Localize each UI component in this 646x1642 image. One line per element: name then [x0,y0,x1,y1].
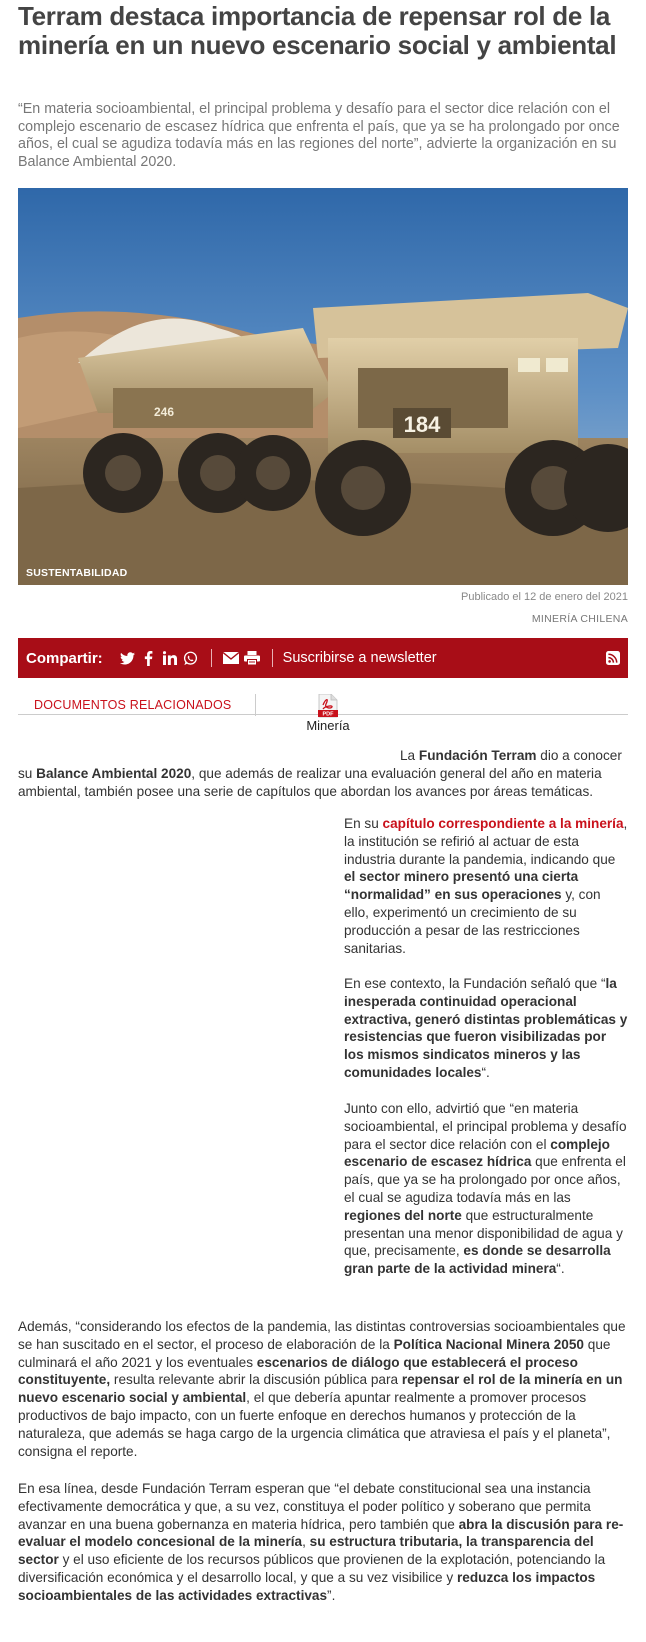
body-paragraph: La Fundación Terram dio a conocer su Balance Ambiental 2020, que además de realizar una evaluación general del año en materia ambiental, también posee una serie de capítulos que abordan los avances por áreas temáticas. [18,748,622,799]
related-document[interactable] [298,694,358,733]
share-divider [272,649,273,667]
related-document-label: Minería [306,718,350,733]
share-divider [211,649,212,667]
chapter-link[interactable]: capítulo correspondiente a la minería [382,816,624,831]
body-paragraph: Además, “considerando los efectos de la pandemia, las distintas controversias socioambientales que se han suscitado en el sector, el proceso de elaboración de la Política Nacional Minera 2050 que culminará el año 2021 y los eventuales escenarios de diálogo que establecerá el proceso constituyente, resulta relevante abrir la discusión pública para repensar el rol de la minería en un nuevo escenario social y ambiental, el que debería apuntar realmente a promover procesos productivos de bajo impacto, con un fuerte enfoque en derechos humanos y protección de la naturaleza, que además se haga cargo de la urgencia climática que atraviesa el país y el planeta”, consigna el reporte. [18,1319,626,1459]
pdf-badge: PDF [322,711,334,718]
share-label: Compartir: [26,649,103,667]
share-bar [18,638,628,678]
rss-icon[interactable] [606,651,620,665]
twitter-icon[interactable] [119,649,137,667]
body-paragraph: En ese contexto, la Fundación señaló que “la inesperada continuidad operacional extractiva, generó distintas problemáticas y resistencias que fueron visibilizadas por los mismos sindicatos mineros y las comunidades locales“. [344,976,628,1080]
newsletter-link[interactable]: Suscribirse a newsletter [282,650,437,666]
truck-right-number: 184 [403,412,441,437]
article-image [18,188,628,585]
mining-trucks-photo [18,188,628,585]
body-paragraph: En esa línea, desde Fundación Terram esperan que “el debate constitucional sea una instancia efectivamente democrática y que, a su vez, constituya el poder político y soberano que permita avanzar en una buena gobernanza en materia hídrica, pero también que abra la discusión para re-evaluar el modelo concesional de la minería, su estructura tributaria, la transparencia del sector y el uso eficiente de los recursos públicos que provienen de la explotación, potenciando la diversificación económica y el desarrollo local, y que a su vez visibilice y reduzca los impactos socioambientales de las actividades extractivas”. [18,1481,624,1603]
pdf-icon [318,694,338,718]
email-icon[interactable] [222,649,240,667]
print-icon[interactable] [243,649,261,667]
body-paragraph: Junto con ello, advirtió que “en materia socioambiental, el principal problema y desafío para el sector dice relación con el complejo escenario de escasez hídrica que enfrenta el país, que ya se ha prolongado por once años, el cual se agudiza todavía más en las regiones del norte que estructuralmente presentan una menor disponibilidad de agua y que, precisamente, es donde se desarrolla gran parte de la actividad minera“. [344,1101,627,1277]
section-link[interactable]: MINERÍA CHILENA [531,613,628,625]
facebook-icon[interactable] [140,649,158,667]
linkedin-icon[interactable] [161,649,179,667]
article-title: Terram destaca importancia de repensar rol de la minería en un nuevo escenario social y ambiental [18,1,617,60]
image-category-label[interactable]: SUSTENTABILIDAD [26,567,128,579]
publish-date: Publicado el 12 de enero del 2021 [461,591,628,603]
article-lead: “En materia socioambiental, el principal problema y desafío para el sector dice relación con el complejo escenario de escasez hídrica que enfrenta el país, que ya se ha prolongado por once años, el cual se agudiza todavía más en las regiones del norte”, advierte la organización en su Balance Ambiental 2020. [18,101,620,170]
tab-related-documents[interactable]: DOCUMENTOS RELACIONADOS [34,698,232,712]
truck-left-number: 246 [154,405,175,419]
body-paragraph: En su capítulo correspondiente a la minería, la institución se refirió al actuar de esta industria durante la pandemia, indicando que el sector minero presentó una cierta “normalidad” en sus operaciones y, con ello, experimentó un crecimiento de su producción a pesar de las restricciones sanitarias. [344,816,628,956]
tab-divider [255,694,256,716]
whatsapp-icon[interactable] [182,649,200,667]
